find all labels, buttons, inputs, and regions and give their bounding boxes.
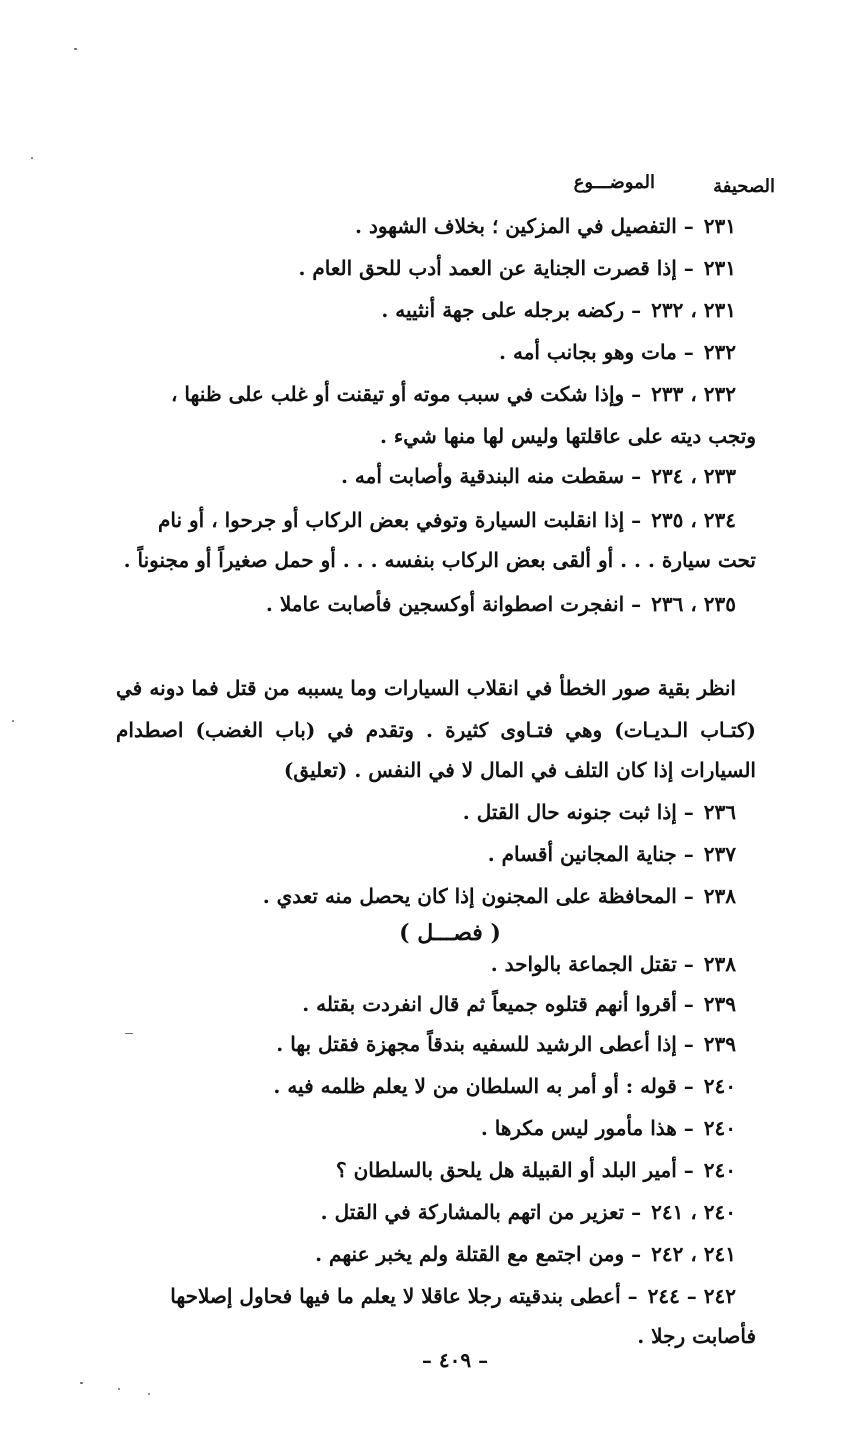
note-text: انظر بقية صور الخطأ في انقلاب السيارات وما يسببه من قتل فما دونه في [116, 676, 736, 700]
index-entry [336, 1156, 736, 1186]
entry-text: – التفصيل في المزكين ؛ بخلاف الشهود . [355, 214, 694, 238]
index-entry-continuation [637, 1322, 756, 1352]
entry-page-number: ٢٣٣ ، ٢٣٤ [651, 464, 736, 488]
entry-page-number: ٢٣٩ [703, 1032, 736, 1056]
scan-speck [74, 48, 77, 50]
note-text: (كتـاب الـديـات) وهي فتـاوى كثيرة . وتقدم في (باب الغضب) اصطدام [116, 718, 756, 742]
entry-page-number: ٢٣٩ [703, 992, 736, 1016]
index-entry [298, 254, 736, 284]
entry-text: – إذا انقلبت السيارة وتوفي بعض الركاب أو جرحوا ، أو نام [158, 508, 642, 532]
index-entry [481, 1114, 736, 1144]
index-entry [355, 212, 736, 242]
entry-text: تحت سيارة . . . أو ألقى بعض الركاب بنفسه . . . أو حمل صغيراً أو مجنوناً . [123, 548, 756, 572]
entry-page-number: ٢٣١ [703, 214, 736, 238]
header-page-label: الصحيفة [713, 176, 775, 197]
entry-page-number: ٢٣٧ [703, 842, 736, 866]
note-line [116, 674, 736, 704]
entry-text: – تعزير من اتهم بالمشاركة في القتل . [320, 1200, 642, 1224]
entry-page-number: ٢٤١ ، ٢٤٢ [651, 1242, 736, 1266]
index-entry [170, 1282, 736, 1312]
entry-text: فأصابت رجلا . [637, 1324, 756, 1348]
entry-text: – المحافظة على المجنون إذا كان يحصل منه تعدي . [262, 884, 694, 908]
entry-page-number: ٢٣٥ ، ٢٣٦ [651, 592, 736, 616]
entry-text: – قوله : أو أمر به السلطان من لا يعلم ظلمه فيه . [273, 1074, 694, 1098]
entry-text: – سقطت منه البندقية وأصابت أمه . [340, 464, 642, 488]
index-entry [315, 1240, 736, 1270]
scan-speck [80, 1382, 83, 1384]
header-topic-label: الموضـــوع [573, 172, 655, 193]
index-entry-continuation [380, 422, 756, 452]
entry-text: – أقروا أنهم قتلوه جميعاً ثم قال انفردت بقتله . [302, 992, 694, 1016]
scan-speck [12, 720, 14, 722]
entry-text: – أمير البلد أو القبيلة هل يلحق بالسلطان ؟ [336, 1158, 694, 1182]
scan-speck [125, 1033, 133, 1034]
entry-text: – ومن اجتمع مع القتلة ولم يخبر عنهم . [315, 1242, 642, 1266]
index-entry [491, 950, 736, 980]
index-entry [302, 990, 736, 1020]
entry-page-number: ٢٣٦ [703, 800, 736, 824]
page-number: – ٤٠٩ – [421, 1348, 489, 1372]
section-title: ( فصـــل ) [399, 920, 501, 946]
entry-text: – جناية المجانين أقسام . [487, 842, 694, 866]
entry-text: – هذا مأمور ليس مكرها . [480, 1116, 694, 1140]
entry-text: – إذا قصرت الجناية عن العمد أدب للحق العام . [298, 256, 694, 280]
scan-speck [31, 157, 33, 159]
index-entry [276, 1030, 736, 1060]
entry-page-number: ٢٤٠ [703, 1116, 736, 1140]
note-line [284, 756, 756, 786]
entry-page-number: ٢٤٠ [703, 1158, 736, 1182]
entry-page-number: ٢٤٠ [703, 1074, 736, 1098]
entry-text: وتجب ديته على عاقلتها وليس لها منها شيء . [379, 424, 756, 448]
entry-text: – انفجرت اصطوانة أوكسجين فأصابت عاملا . [265, 592, 642, 616]
note-text: السيارات إذا كان التلف في المال لا في النفس . (تعليق) [283, 758, 756, 782]
index-entry [463, 798, 736, 828]
index-entry [273, 1072, 736, 1102]
index-entry [266, 590, 736, 620]
index-entry [499, 338, 736, 368]
entry-text: – أعطى بندقيته رجلا عاقلا لا يعلم ما فيها فحاول إصلاحها [170, 1284, 638, 1308]
entry-page-number: ٢٣١ ، ٢٣٢ [651, 298, 736, 322]
scan-speck [148, 1393, 150, 1395]
entry-text: – إذا أعطى الرشيد للسفيه بندقاً مجهزة فقتل بها . [276, 1032, 694, 1056]
entry-page-number: ٢٤٠ ، ٢٤١ [651, 1200, 736, 1224]
column-headers [480, 172, 775, 206]
index-entry [341, 462, 736, 492]
index-entry [488, 840, 736, 870]
index-entry [263, 882, 736, 912]
index-entry [321, 1198, 736, 1228]
entry-page-number: ٢٣٢ [703, 340, 736, 364]
entry-text: – ركضه برجله على جهة أنثييه . [381, 298, 642, 322]
entry-page-number: ٢٣٤ ، ٢٣٥ [651, 508, 736, 532]
entry-page-number: ٢٣٢ ، ٢٣٣ [651, 382, 736, 406]
entry-text: – مات وهو بجانب أمه . [499, 340, 694, 364]
scan-speck [118, 1388, 120, 1390]
entry-page-number: ٢٣١ [703, 256, 736, 280]
index-entry [158, 506, 736, 536]
entry-text: – تقتل الجماعة بالواحد . [490, 952, 694, 976]
index-entry [381, 296, 736, 326]
entry-text: – وإذا شكت في سبب موته أو تيقنت أو غلب على ظنها ، [170, 382, 642, 406]
index-entry [171, 380, 736, 410]
note-line [116, 716, 756, 746]
entry-page-number: ٢٤٢ – ٢٤٤ [647, 1284, 736, 1308]
entry-page-number: ٢٣٨ [703, 884, 736, 908]
index-entry-continuation [124, 546, 756, 576]
entry-page-number: ٢٣٨ [703, 952, 736, 976]
entry-text: – إذا ثبت جنونه حال القتل . [462, 800, 694, 824]
